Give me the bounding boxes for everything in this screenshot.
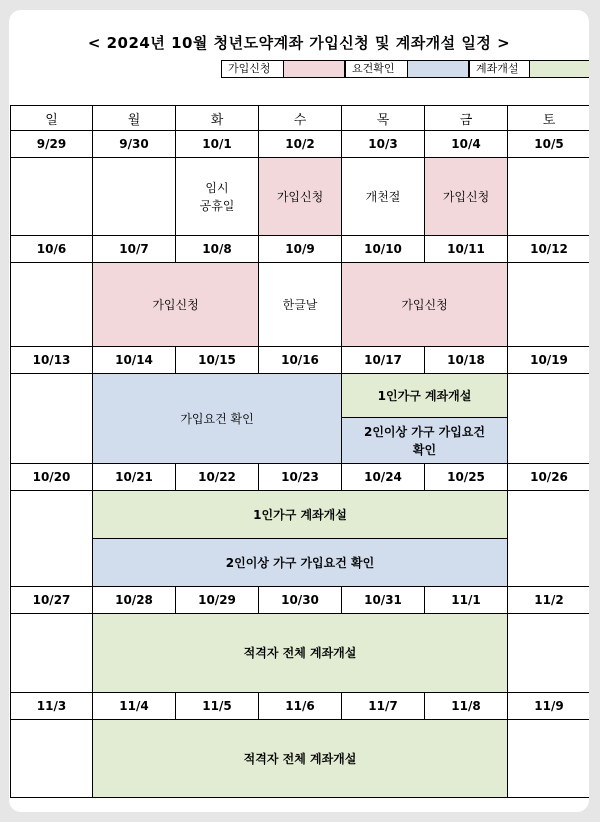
date-cell: 11/2 [508, 587, 590, 614]
event-empty [508, 720, 590, 798]
date-cell: 10/8 [176, 236, 259, 263]
legend-open-swatch [529, 60, 589, 78]
event-empty [11, 720, 93, 798]
date-cell: 9/29 [11, 131, 93, 158]
date-cell: 10/25 [425, 464, 508, 491]
weekday-sun: 일 [11, 106, 93, 131]
date-cell: 11/9 [508, 693, 590, 720]
event-row [11, 539, 590, 587]
event-row [11, 614, 590, 693]
date-cell: 11/7 [342, 693, 425, 720]
weekday-thu: 목 [342, 106, 425, 131]
date-cell: 10/15 [176, 347, 259, 374]
event-empty [508, 491, 590, 587]
date-cell: 10/2 [259, 131, 342, 158]
date-cell: 10/16 [259, 347, 342, 374]
weekday-sat: 토 [508, 106, 590, 131]
weekday-wed: 수 [259, 106, 342, 131]
event-holiday: 개천절 [342, 158, 425, 236]
event-open-single: 1인가구 계좌개설 [342, 374, 508, 418]
event-empty [508, 263, 590, 347]
date-row [11, 587, 590, 614]
date-cell: 10/20 [11, 464, 93, 491]
schedule-sheet [9, 10, 589, 812]
date-row [11, 464, 590, 491]
date-cell: 11/3 [11, 693, 93, 720]
event-open-all: 적격자 전체 계좌개설 [93, 720, 508, 798]
event-empty [508, 158, 590, 236]
weekday-fri: 금 [425, 106, 508, 131]
event-empty [11, 374, 93, 464]
event-verify-multi: 2인이상 가구 가입요건 확인 [93, 539, 508, 587]
date-cell: 10/22 [176, 464, 259, 491]
date-cell: 10/30 [259, 587, 342, 614]
date-cell: 10/13 [11, 347, 93, 374]
date-cell: 10/6 [11, 236, 93, 263]
legend [221, 60, 589, 78]
date-cell: 10/26 [508, 464, 590, 491]
event-row [11, 491, 590, 539]
legend-apply-swatch [283, 60, 345, 78]
date-cell: 10/9 [259, 236, 342, 263]
event-apply: 가입신청 [93, 263, 259, 347]
date-cell: 10/27 [11, 587, 93, 614]
event-temp-holiday: 임시 공휴일 [176, 158, 259, 236]
event-empty [11, 491, 93, 587]
date-cell: 10/19 [508, 347, 590, 374]
date-cell: 11/8 [425, 693, 508, 720]
weekday-mon: 월 [93, 106, 176, 131]
date-cell: 10/17 [342, 347, 425, 374]
event-empty [11, 614, 93, 693]
calendar-table [10, 105, 589, 798]
date-cell: 11/1 [425, 587, 508, 614]
legend-open-label: 계좌개설 [469, 60, 529, 78]
date-cell: 11/5 [176, 693, 259, 720]
legend-verify-swatch [407, 60, 469, 78]
date-row [11, 236, 590, 263]
date-row [11, 131, 590, 158]
weekday-tue: 화 [176, 106, 259, 131]
date-cell: 10/11 [425, 236, 508, 263]
event-row [11, 158, 590, 236]
page-title: < 2024년 10월 청년도약계좌 가입신청 및 계좌개설 일정 > [87, 34, 511, 52]
event-empty [508, 614, 590, 693]
date-cell: 9/30 [93, 131, 176, 158]
date-cell: 10/3 [342, 131, 425, 158]
date-cell: 11/4 [93, 693, 176, 720]
event-row [11, 720, 590, 798]
date-cell: 10/31 [342, 587, 425, 614]
date-cell: 10/23 [259, 464, 342, 491]
legend-verify-label: 요건확인 [345, 60, 407, 78]
date-row [11, 693, 590, 720]
event-open-single: 1인가구 계좌개설 [93, 491, 508, 539]
date-cell: 10/10 [342, 236, 425, 263]
event-row [11, 374, 590, 418]
event-empty [11, 158, 93, 236]
event-empty [93, 158, 176, 236]
date-cell: 10/29 [176, 587, 259, 614]
event-apply: 가입신청 [259, 158, 342, 236]
date-cell: 10/14 [93, 347, 176, 374]
date-cell: 10/21 [93, 464, 176, 491]
date-cell: 10/5 [508, 131, 590, 158]
date-cell: 10/18 [425, 347, 508, 374]
event-empty [11, 263, 93, 347]
date-cell: 10/24 [342, 464, 425, 491]
legend-apply-label: 가입신청 [221, 60, 283, 78]
date-cell: 11/6 [259, 693, 342, 720]
date-cell: 10/1 [176, 131, 259, 158]
event-apply: 가입신청 [425, 158, 508, 236]
date-cell: 10/12 [508, 236, 590, 263]
event-verify-multi: 2인이상 가구 가입요건 확인 [342, 418, 508, 464]
date-row [11, 347, 590, 374]
event-open-all: 적격자 전체 계좌개설 [93, 614, 508, 693]
event-holiday: 한글날 [259, 263, 342, 347]
event-apply: 가입신청 [342, 263, 508, 347]
event-empty [508, 374, 590, 464]
event-row [11, 263, 590, 347]
date-cell: 10/28 [93, 587, 176, 614]
weekday-header-row [11, 106, 590, 131]
date-cell: 10/4 [425, 131, 508, 158]
event-verify: 가입요건 확인 [93, 374, 342, 464]
date-cell: 10/7 [93, 236, 176, 263]
